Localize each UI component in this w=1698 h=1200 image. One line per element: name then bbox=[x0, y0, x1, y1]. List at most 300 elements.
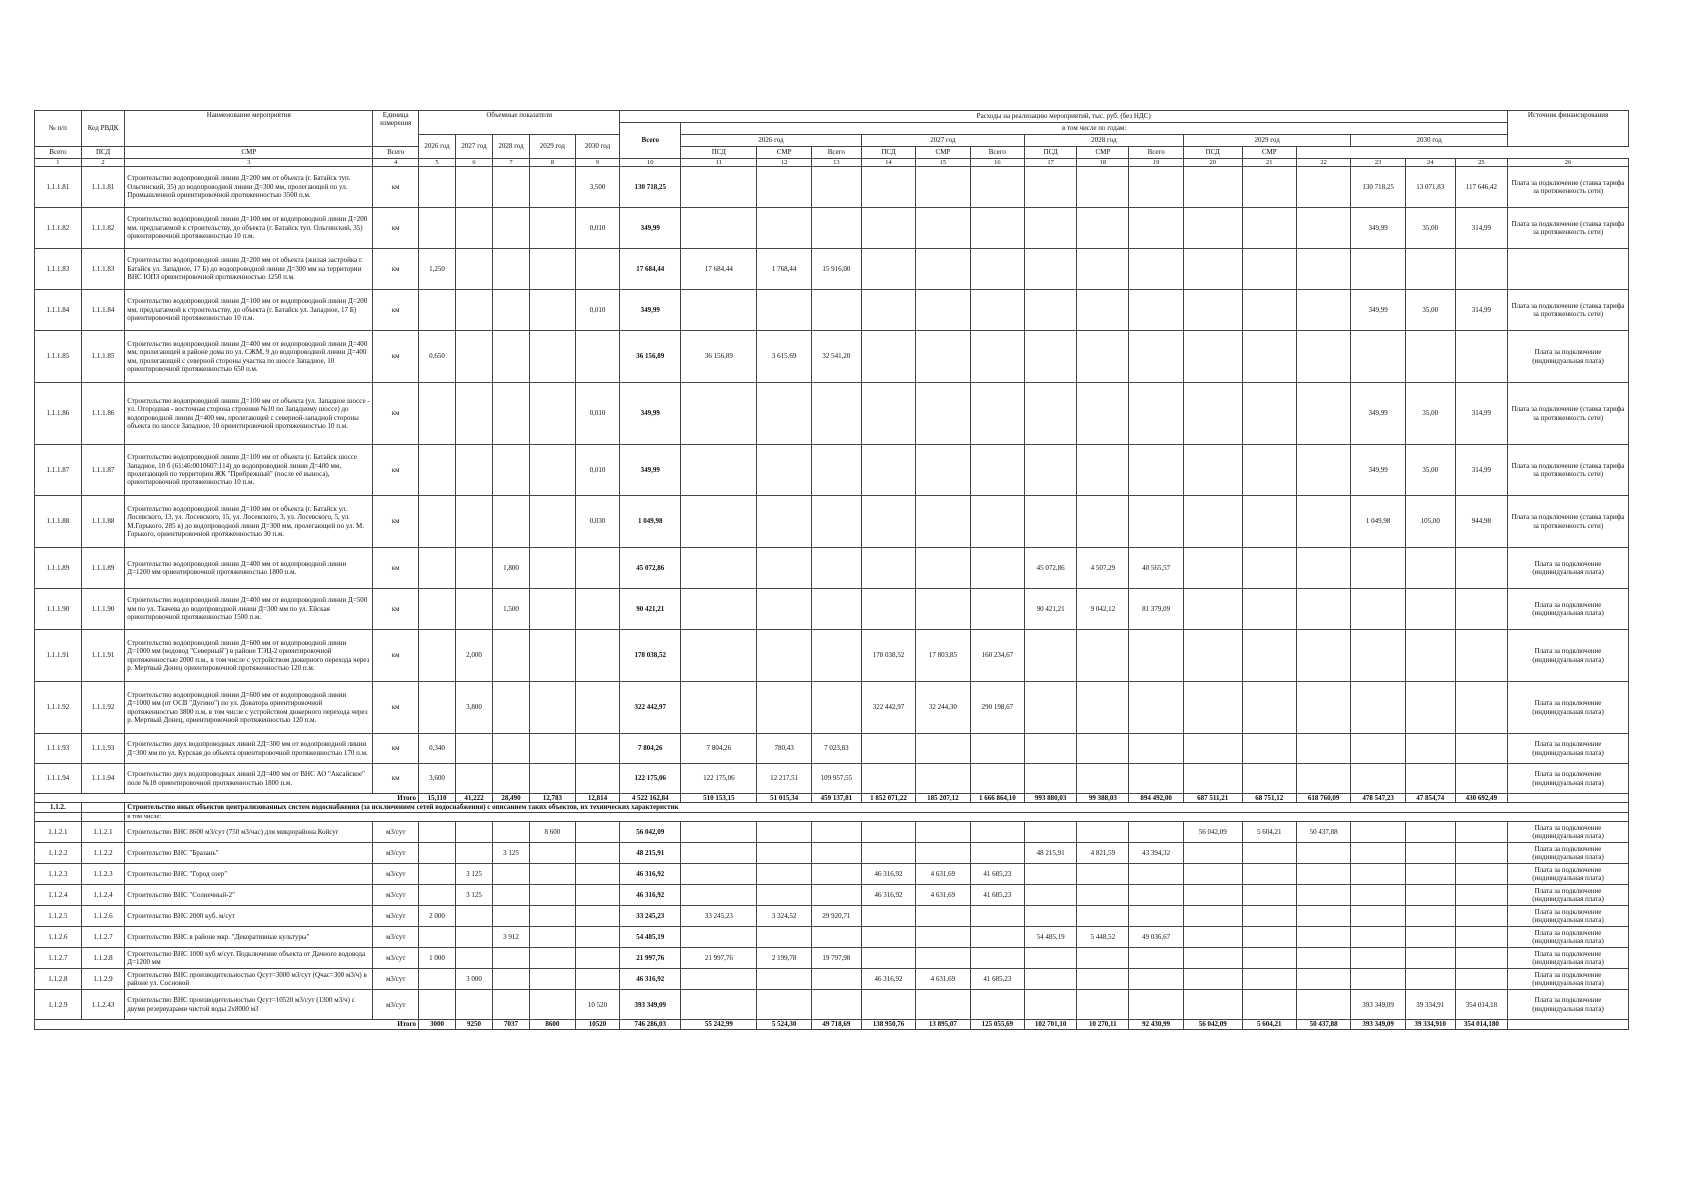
row-year-value bbox=[1455, 822, 1507, 843]
column-number: 18 bbox=[1077, 159, 1129, 167]
row-year-value bbox=[757, 885, 811, 906]
row-year-value bbox=[1296, 290, 1350, 331]
total-volume: 12,783 bbox=[530, 794, 576, 803]
row-volume bbox=[456, 208, 493, 249]
row-year-value bbox=[681, 167, 757, 208]
row-volume: 3 125 bbox=[456, 864, 493, 885]
row-name: Строительство водопроводной линии Д=600 мм от водопроводной линии Д=1000 мм (от ОСВ "Дугино") по ул. Довaтора ориентировочной протяженностью 3800 п.м, в том числе с устройством дюкерного перехода через р. Мертвый Донец, ориентировочной протяженностью 120 п.м. bbox=[125, 682, 373, 734]
section-number: 1.1.2. bbox=[35, 803, 82, 812]
row-year-value bbox=[1242, 885, 1296, 906]
row-unit: км bbox=[373, 548, 419, 589]
row-number: 1.1.1.91 bbox=[35, 630, 82, 682]
row-year-value bbox=[970, 208, 1024, 249]
total-volume: 3000 bbox=[419, 1020, 456, 1029]
row-volume bbox=[419, 682, 456, 734]
header-vol-2028: 2028 год bbox=[493, 135, 530, 159]
row-year-value bbox=[1025, 734, 1077, 764]
row-year-value bbox=[1455, 885, 1507, 906]
row-volume bbox=[456, 331, 493, 383]
table-row bbox=[35, 885, 1629, 906]
row-year-value bbox=[1242, 630, 1296, 682]
row-volume bbox=[456, 290, 493, 331]
column-number: 14 bbox=[861, 159, 915, 167]
row-year-value bbox=[1077, 167, 1129, 208]
row-year-value: 1 049,98 bbox=[1351, 496, 1405, 548]
row-year-value bbox=[1405, 331, 1455, 383]
row-number: 1.1.1.89 bbox=[35, 548, 82, 589]
row-source: Плата за подключение (ставка тарифа за протяженность сети) bbox=[1508, 383, 1629, 445]
row-year-value bbox=[1183, 906, 1242, 927]
total-row bbox=[35, 1020, 1629, 1029]
row-total: 90 421,21 bbox=[620, 589, 681, 630]
row-year-value bbox=[1351, 969, 1405, 990]
row-unit: м3/сут bbox=[373, 822, 419, 843]
row-volume bbox=[456, 822, 493, 843]
total-year-value: 138 950,76 bbox=[861, 1020, 915, 1029]
row-number: 1.1.1.85 bbox=[35, 331, 82, 383]
row-volume: 3,500 bbox=[575, 167, 620, 208]
row-year-value bbox=[1405, 927, 1455, 948]
row-volume bbox=[530, 906, 576, 927]
column-number: 21 bbox=[1242, 159, 1296, 167]
row-name: Строительство водопроводной линии Д=200 мм от объекта (г. Батайск туп. Ольгинский, 35) до водопроводной линии Д=300 мм, пролегающей по ул. Промышленной ориентировочной протяженностью 3500 п.м. bbox=[125, 167, 373, 208]
column-number: 25 bbox=[1455, 159, 1507, 167]
row-year-value bbox=[811, 885, 861, 906]
row-year-value bbox=[811, 969, 861, 990]
table-row bbox=[35, 969, 1629, 990]
row-volume bbox=[419, 383, 456, 445]
row-year-value bbox=[1351, 331, 1405, 383]
row-total: 46 316,92 bbox=[620, 885, 681, 906]
row-year-value: 43 394,32 bbox=[1129, 843, 1183, 864]
row-year-value: 290 198,67 bbox=[970, 682, 1024, 734]
row-year-value bbox=[1025, 822, 1077, 843]
section-sub-empty bbox=[35, 812, 82, 821]
total-volume: 9250 bbox=[456, 1020, 493, 1029]
total-year-value: 1 852 071,22 bbox=[861, 794, 915, 803]
row-year-value bbox=[757, 843, 811, 864]
column-number-row bbox=[35, 159, 1629, 167]
row-year-value bbox=[1296, 764, 1350, 794]
row-year-value: 35,00 bbox=[1405, 290, 1455, 331]
row-volume bbox=[456, 167, 493, 208]
row-year-value bbox=[1129, 822, 1183, 843]
row-year-value: 41 685,23 bbox=[970, 969, 1024, 990]
row-year-value bbox=[1183, 208, 1242, 249]
row-year-value: 9 042,12 bbox=[1077, 589, 1129, 630]
row-year-value bbox=[1183, 969, 1242, 990]
row-year-value bbox=[757, 548, 811, 589]
row-code: 1.1.1.92 bbox=[81, 682, 125, 734]
row-year-value bbox=[970, 906, 1024, 927]
total-year-value: 10 270,11 bbox=[1077, 1020, 1129, 1029]
subheader-smr-2026: СМР bbox=[125, 147, 373, 159]
row-year-value: 7 023,83 bbox=[811, 734, 861, 764]
row-year-value bbox=[681, 383, 757, 445]
row-total: 56 042,09 bbox=[620, 822, 681, 843]
column-number: 24 bbox=[1405, 159, 1455, 167]
row-year-value bbox=[970, 331, 1024, 383]
row-year-value bbox=[1129, 764, 1183, 794]
row-volume: 0,030 bbox=[575, 496, 620, 548]
row-year-value bbox=[1077, 885, 1129, 906]
row-year-value bbox=[1296, 885, 1350, 906]
subheader-smr-2028: СМР bbox=[916, 147, 970, 159]
row-name: Строительство водопроводной линии Д=400 мм от водопроводной линии Д=400 мм, пролегающей в районе дома по ул. СЖМ, 9 до водопроводной линии Д=400 мм, пролегающей с северной стороны участка по шоссе Западное, 10 ориентировочной протяженностью 650 п.м. bbox=[125, 331, 373, 383]
section-header-row bbox=[35, 803, 1629, 812]
row-volume: 0,650 bbox=[419, 331, 456, 383]
total-year-value: 39 334,910 bbox=[1405, 1020, 1455, 1029]
row-year-value bbox=[1183, 249, 1242, 290]
row-year-value bbox=[1183, 496, 1242, 548]
row-volume: 2,000 bbox=[456, 630, 493, 682]
row-year-value bbox=[1455, 682, 1507, 734]
row-year-value bbox=[1296, 630, 1350, 682]
row-year-value bbox=[757, 927, 811, 948]
row-volume: 1,500 bbox=[493, 589, 530, 630]
row-year-value: 21 997,76 bbox=[681, 948, 757, 969]
row-year-value bbox=[1129, 990, 1183, 1020]
row-number: 1.1.2.1 bbox=[35, 822, 82, 843]
row-year-value bbox=[1183, 682, 1242, 734]
column-number: 13 bbox=[811, 159, 861, 167]
total-year-value: 125 055,69 bbox=[970, 1020, 1024, 1029]
row-year-value: 4 631,69 bbox=[916, 885, 970, 906]
row-volume: 1,250 bbox=[419, 249, 456, 290]
row-volume bbox=[493, 630, 530, 682]
row-year-value bbox=[1129, 290, 1183, 331]
row-volume bbox=[456, 927, 493, 948]
row-year-value: 2 199,78 bbox=[757, 948, 811, 969]
row-year-value bbox=[1351, 822, 1405, 843]
row-number: 1.1.1.83 bbox=[35, 249, 82, 290]
row-year-value: 41 685,23 bbox=[970, 864, 1024, 885]
row-volume bbox=[456, 906, 493, 927]
table-row bbox=[35, 208, 1629, 249]
row-year-value bbox=[1025, 383, 1077, 445]
row-year-value bbox=[1296, 990, 1350, 1020]
row-code: 1.1.2.43 bbox=[81, 990, 125, 1020]
row-volume bbox=[575, 630, 620, 682]
row-year-value bbox=[681, 682, 757, 734]
row-volume bbox=[493, 990, 530, 1020]
row-year-value bbox=[1405, 906, 1455, 927]
row-year-value bbox=[970, 948, 1024, 969]
row-year-value: 122 175,06 bbox=[681, 764, 757, 794]
row-year-value: 7 804,26 bbox=[681, 734, 757, 764]
row-volume: 0,010 bbox=[575, 290, 620, 331]
row-year-value: 117 646,42 bbox=[1455, 167, 1507, 208]
row-year-value: 349,99 bbox=[1351, 290, 1405, 331]
row-name: Строительство ВНС "Солнечный-2" bbox=[125, 885, 373, 906]
row-volume bbox=[575, 682, 620, 734]
row-year-value: 29 920,71 bbox=[811, 906, 861, 927]
row-volume: 10 520 bbox=[575, 990, 620, 1020]
row-year-value bbox=[1025, 630, 1077, 682]
row-volume bbox=[456, 734, 493, 764]
row-year-value bbox=[861, 906, 915, 927]
total-sum: 4 522 162,84 bbox=[620, 794, 681, 803]
row-name: Строительство двух водопроводных линий 2Д=300 мм от водопроводной линии Д=300 мм по ул. Курская до объекта ориентировочной протяженностью 170 п.м. bbox=[125, 734, 373, 764]
row-name: Строительство двух водопроводных линий 2Д=400 мм от ВНС АО "Аксайское" поле №18 ориентировочной протяженностью 1800 п.м. bbox=[125, 764, 373, 794]
investment-program-table bbox=[34, 110, 1629, 1030]
row-year-value bbox=[970, 290, 1024, 331]
row-year-value bbox=[1242, 290, 1296, 331]
row-year-value bbox=[1242, 843, 1296, 864]
row-volume bbox=[456, 764, 493, 794]
row-year-value bbox=[1025, 167, 1077, 208]
row-name: Строительство водопроводной линии Д=200 мм от объекта (жилая застройка г. Батайск ул. Западное, 17 Б) до водопроводной линии Д=300 мм на территории ВНС ЮПЗ ориентировочной протяженностью 1250 п.м. bbox=[125, 249, 373, 290]
row-volume bbox=[530, 948, 576, 969]
row-year-value bbox=[1183, 630, 1242, 682]
row-total: 349,99 bbox=[620, 383, 681, 445]
row-volume: 0,010 bbox=[575, 445, 620, 496]
row-year-value bbox=[861, 764, 915, 794]
row-year-value bbox=[1242, 445, 1296, 496]
row-volume: 3,800 bbox=[456, 682, 493, 734]
row-year-value bbox=[861, 822, 915, 843]
total-volume: 41,222 bbox=[456, 794, 493, 803]
row-year-value: 944,98 bbox=[1455, 496, 1507, 548]
row-name: Строительство водопроводной линии Д=400 мм от водопроводной линии Д=1200 мм ориентировочной протяженностью 1800 п.м. bbox=[125, 548, 373, 589]
row-unit: м3/сут bbox=[373, 990, 419, 1020]
header-year-2030: 2030 год bbox=[1351, 135, 1508, 147]
row-year-value bbox=[1025, 864, 1077, 885]
row-year-value: 130 718,25 bbox=[1351, 167, 1405, 208]
row-year-value bbox=[1242, 948, 1296, 969]
row-volume bbox=[530, 167, 576, 208]
total-year-value: 993 880,03 bbox=[1025, 794, 1077, 803]
row-year-value bbox=[757, 822, 811, 843]
row-volume bbox=[575, 843, 620, 864]
row-source: Плата за подключение (индивидуальная плата) bbox=[1508, 969, 1629, 990]
table-row bbox=[35, 927, 1629, 948]
row-year-value: 354 014,18 bbox=[1455, 990, 1507, 1020]
column-number: 7 bbox=[493, 159, 530, 167]
row-volume bbox=[530, 249, 576, 290]
row-year-value: 90 421,21 bbox=[1025, 589, 1077, 630]
row-year-value bbox=[1455, 864, 1507, 885]
row-year-value bbox=[681, 822, 757, 843]
row-unit: м3/сут bbox=[373, 906, 419, 927]
table-row bbox=[35, 383, 1629, 445]
row-year-value: 393 349,09 bbox=[1351, 990, 1405, 1020]
row-year-value bbox=[1405, 589, 1455, 630]
total-label: Итого bbox=[35, 1020, 419, 1029]
section-title: Строительство иных объектов централизованных систем водоснабжения (за исключением сетей водоснабжения) с описанием таких объектов, их технических характеристик bbox=[125, 803, 1629, 812]
subheader-psd-2026: ПСД bbox=[81, 147, 125, 159]
row-year-value bbox=[1183, 864, 1242, 885]
row-year-value bbox=[1129, 864, 1183, 885]
row-volume bbox=[575, 249, 620, 290]
header-vol-2029: 2029 год bbox=[530, 135, 576, 159]
row-year-value bbox=[861, 589, 915, 630]
row-year-value bbox=[861, 208, 915, 249]
row-number: 1.1.2.2 bbox=[35, 843, 82, 864]
row-year-value bbox=[1296, 969, 1350, 990]
row-year-value bbox=[916, 445, 970, 496]
row-year-value bbox=[1242, 990, 1296, 1020]
row-code: 1.1.2.4 bbox=[81, 885, 125, 906]
row-year-value bbox=[1455, 927, 1507, 948]
row-number: 1.1.2.6 bbox=[35, 927, 82, 948]
row-year-value bbox=[1296, 927, 1350, 948]
row-unit: км bbox=[373, 445, 419, 496]
total-year-value: 13 895,07 bbox=[916, 1020, 970, 1029]
row-total: 48 215,91 bbox=[620, 843, 681, 864]
row-code: 1.1.1.84 bbox=[81, 290, 125, 331]
row-year-value bbox=[811, 548, 861, 589]
row-year-value bbox=[1455, 843, 1507, 864]
row-unit: м3/сут bbox=[373, 948, 419, 969]
row-source: Плата за подключение (индивидуальная плата) bbox=[1508, 822, 1629, 843]
total-volume: 28,490 bbox=[493, 794, 530, 803]
header-expenses: Расходы на реализацию мероприятий, тыс. руб. (без НДС) bbox=[620, 111, 1508, 123]
row-code: 1.1.1.86 bbox=[81, 383, 125, 445]
row-year-value bbox=[1183, 548, 1242, 589]
row-year-value bbox=[916, 734, 970, 764]
row-year-value: 19 797,98 bbox=[811, 948, 861, 969]
row-year-value bbox=[681, 990, 757, 1020]
column-number: 4 bbox=[373, 159, 419, 167]
row-name: Строительство водопроводной линии Д=400 мм от водопроводной линии Д=500 мм по ул. Ткачева до водопроводной линии Д=300 мм по ул. Ейская ориентировочной протяженностью 1500 п.м. bbox=[125, 589, 373, 630]
row-volume bbox=[530, 927, 576, 948]
row-volume bbox=[493, 331, 530, 383]
row-year-value bbox=[811, 383, 861, 445]
row-volume bbox=[419, 630, 456, 682]
table-row bbox=[35, 496, 1629, 548]
row-volume bbox=[530, 990, 576, 1020]
row-number: 1.1.1.90 bbox=[35, 589, 82, 630]
row-code: 1.1.1.81 bbox=[81, 167, 125, 208]
row-code: 1.1.1.93 bbox=[81, 734, 125, 764]
total-volume: 8600 bbox=[530, 1020, 576, 1029]
row-code: 1.1.2.6 bbox=[81, 906, 125, 927]
row-year-value bbox=[1025, 948, 1077, 969]
row-total: 21 997,76 bbox=[620, 948, 681, 969]
row-volume bbox=[530, 630, 576, 682]
row-year-value bbox=[1025, 885, 1077, 906]
table-row bbox=[35, 822, 1629, 843]
row-year-value bbox=[1242, 764, 1296, 794]
row-year-value bbox=[1455, 589, 1507, 630]
row-year-value bbox=[811, 589, 861, 630]
row-year-value bbox=[970, 383, 1024, 445]
row-year-value: 109 957,55 bbox=[811, 764, 861, 794]
row-year-value bbox=[916, 496, 970, 548]
row-year-value bbox=[1183, 990, 1242, 1020]
row-year-value bbox=[1077, 682, 1129, 734]
row-year-value bbox=[1077, 496, 1129, 548]
total-sum: 746 286,03 bbox=[620, 1020, 681, 1029]
row-year-value bbox=[1129, 208, 1183, 249]
row-year-value bbox=[916, 948, 970, 969]
row-year-value bbox=[1296, 734, 1350, 764]
row-code: 1.1.2.7 bbox=[81, 927, 125, 948]
row-year-value bbox=[1455, 906, 1507, 927]
row-year-value: 105,00 bbox=[1405, 496, 1455, 548]
row-year-value bbox=[916, 906, 970, 927]
table-row bbox=[35, 249, 1629, 290]
row-number: 1.1.2.7 bbox=[35, 948, 82, 969]
row-year-value bbox=[757, 167, 811, 208]
row-volume bbox=[493, 249, 530, 290]
table-row bbox=[35, 990, 1629, 1020]
row-code: 1.1.2.2 bbox=[81, 843, 125, 864]
subheader-total-2026: Всего bbox=[35, 147, 82, 159]
column-number: 3 bbox=[125, 159, 373, 167]
row-year-value bbox=[1242, 589, 1296, 630]
row-source: Плата за подключение (индивидуальная плата) bbox=[1508, 548, 1629, 589]
row-total: 349,99 bbox=[620, 290, 681, 331]
row-volume bbox=[530, 496, 576, 548]
row-total: 54 485,19 bbox=[620, 927, 681, 948]
total-source bbox=[1508, 1020, 1629, 1029]
row-volume bbox=[575, 948, 620, 969]
row-name: Строительство ВНС производительностью Qсут=3000 м3/сут (Qчас=300 м3/ч) в районе ул. Сосновой bbox=[125, 969, 373, 990]
row-volume bbox=[419, 208, 456, 249]
row-volume bbox=[493, 969, 530, 990]
row-year-value bbox=[916, 290, 970, 331]
row-unit: км bbox=[373, 383, 419, 445]
row-year-value bbox=[861, 290, 915, 331]
total-year-value: 618 760,09 bbox=[1296, 794, 1350, 803]
row-source: Плата за подключение (индивидуальная плата) bbox=[1508, 764, 1629, 794]
subheader-psd-2028: ПСД bbox=[861, 147, 915, 159]
row-year-value bbox=[1077, 290, 1129, 331]
row-volume bbox=[456, 589, 493, 630]
row-volume bbox=[530, 589, 576, 630]
row-year-value bbox=[1455, 764, 1507, 794]
row-name: Строительство водопроводной линии Д=100 мм от водопроводной линии Д=200 мм, предлагаемой к строительству, до объекта (г. Батайск туп. Ольгинский, 35) ориентировочной протяженностью 10 п.м. bbox=[125, 208, 373, 249]
row-volume bbox=[530, 548, 576, 589]
column-number: 5 bbox=[419, 159, 456, 167]
row-name: Строительство ВНС 1000 куб м/сут. Подключение объекта от Дачного водовода Д=1200 мм bbox=[125, 948, 373, 969]
table-body bbox=[35, 159, 1629, 1030]
row-year-value bbox=[1351, 734, 1405, 764]
column-number: 23 bbox=[1351, 159, 1405, 167]
row-year-value bbox=[1242, 906, 1296, 927]
row-volume bbox=[530, 290, 576, 331]
row-volume bbox=[419, 927, 456, 948]
row-volume bbox=[575, 331, 620, 383]
row-number: 1.1.2.3 bbox=[35, 864, 82, 885]
row-source: Плата за подключение (ставка тарифа за протяженность сети) bbox=[1508, 167, 1629, 208]
row-total: 130 718,25 bbox=[620, 167, 681, 208]
row-year-value bbox=[1296, 208, 1350, 249]
column-number: 20 bbox=[1183, 159, 1242, 167]
row-year-value: 4 507,29 bbox=[1077, 548, 1129, 589]
row-year-value bbox=[757, 630, 811, 682]
row-source: Плата за подключение (ставка тарифа за протяженность сети) bbox=[1508, 496, 1629, 548]
row-code: 1.1.1.82 bbox=[81, 208, 125, 249]
total-year-value: 430 692,49 bbox=[1455, 794, 1507, 803]
row-volume: 3 000 bbox=[456, 969, 493, 990]
row-total: 393 349,09 bbox=[620, 990, 681, 1020]
row-year-value bbox=[1025, 906, 1077, 927]
row-code: 1.1.1.85 bbox=[81, 331, 125, 383]
table-row bbox=[35, 548, 1629, 589]
row-year-value bbox=[1077, 249, 1129, 290]
row-year-value: 45 072,86 bbox=[1025, 548, 1077, 589]
row-year-value bbox=[811, 927, 861, 948]
row-code: 1.1.1.83 bbox=[81, 249, 125, 290]
row-year-value bbox=[1405, 843, 1455, 864]
row-year-value bbox=[1296, 948, 1350, 969]
row-name: Строительство водопроводной линии Д=100 мм от объекта (г. Батайск шоссе Западное, 10 б (61:46:0010607:114) до водопроводной линии Д=400 мм, пролегающей по территории ЖК "Прибрежный" (после её выноса), ориентировочной протяженностью 10 п.м. bbox=[125, 445, 373, 496]
row-year-value: 349,99 bbox=[1351, 383, 1405, 445]
row-year-value bbox=[681, 864, 757, 885]
